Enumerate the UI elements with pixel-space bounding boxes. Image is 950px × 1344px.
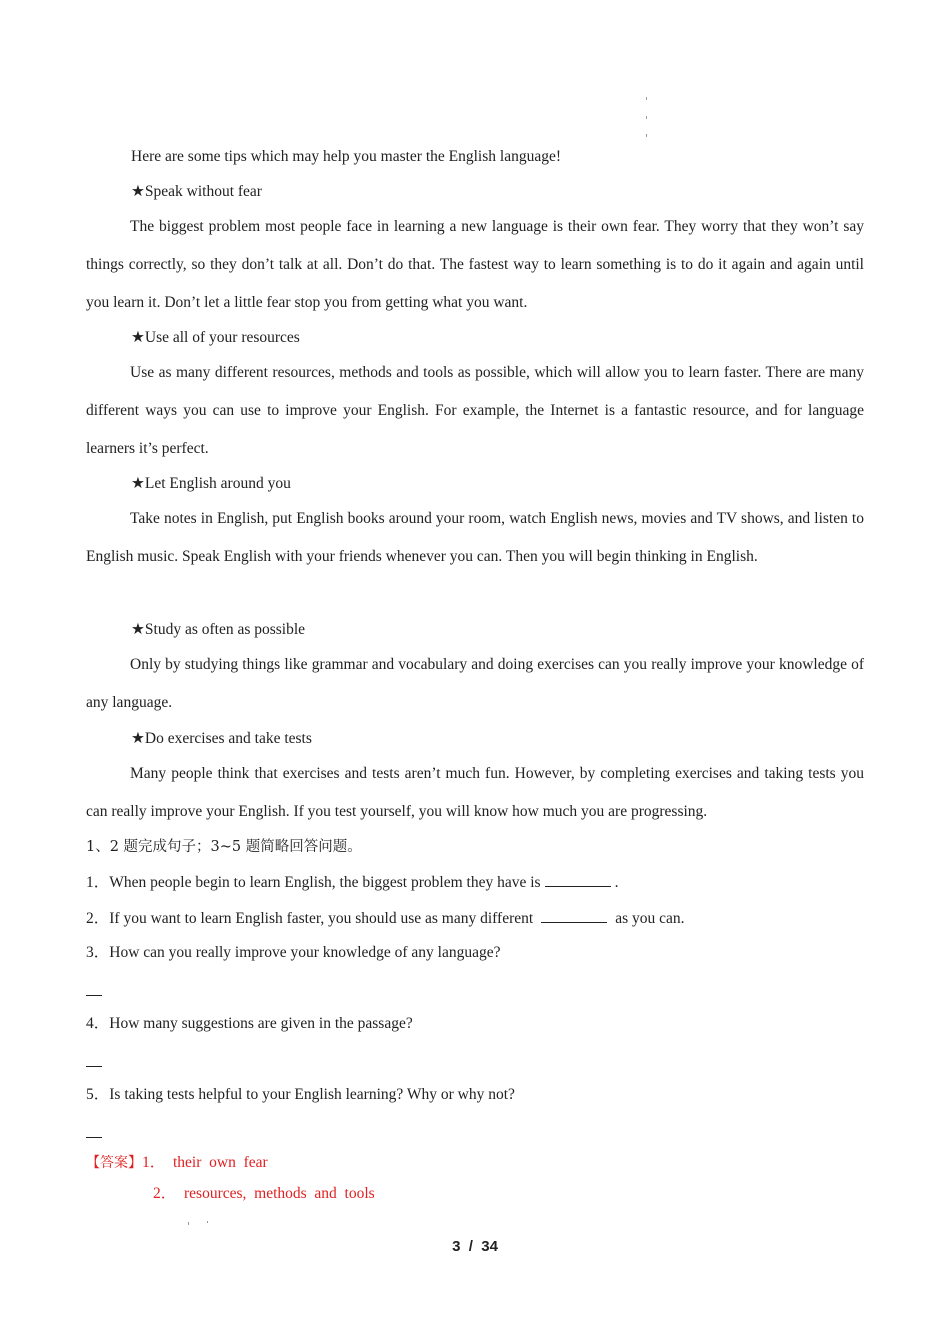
scan-speck (646, 116, 647, 119)
scan-speck (207, 1221, 208, 1223)
question-2-text: 2．If you want to learn English faster, you should use as many different (86, 910, 534, 927)
question-1-text: 1．When people begin to learn English, the biggest problem they have is (86, 874, 541, 891)
question-5: 5．Is taking tests helpful to your English learning? Why or why not? (86, 1086, 515, 1103)
tip-body: Use as many different resources, methods and tools as possible, which will allow you to learn faster. There are many different ways you can use to improve your English. For example, the Internet is a fantastic resource, and for language learners it’s perfect. (86, 364, 864, 457)
answer-blank (541, 908, 607, 923)
question-2-suffix: as you can. (615, 910, 685, 927)
question-1-suffix: . (614, 874, 619, 891)
tip-heading: ★Speak without fear (131, 183, 262, 200)
tip-body: The biggest problem most people face in learning a new language is their own fear. They worry that they won’t say things correctly, so they don’t talk at all. Don’t do that. The fastest way to learn something is to do it again and again until you learn it. Don’t let a little fear stop you from getting what you want. (86, 218, 864, 311)
intro-text: Here are some tips which may help you master the English language! (131, 148, 561, 165)
tip-body: Only by studying things like grammar and vocabulary and doing exercises can you really improve your knowledge of any language. (86, 656, 864, 711)
scan-speck (188, 1222, 189, 1225)
question-2 (86, 908, 685, 929)
tip-body: Take notes in English, put English books around your room, watch English news, movies and TV shows, and listen to English music. Speak English with your friends whenever you can. Then you will begin thinking in English. (86, 510, 864, 565)
tip-heading: ★Do exercises and take tests (131, 730, 312, 747)
answer-2: 2． resources, methods and tools (153, 1185, 375, 1202)
scan-speck (646, 97, 647, 100)
answer-1-text: 1． their own fear (142, 1154, 268, 1171)
tip-heading: ★Study as often as possible (131, 621, 306, 638)
instructions: 1、2 题完成句子；3~5 题简略回答问题。 (86, 839, 362, 855)
answer-line (86, 1137, 102, 1138)
tip-body: Many people think that exercises and tests aren’t much fun. However, by completing exercises and taking tests you can really improve your English. If you test yourself, you will know how much you are progressing. (86, 765, 864, 820)
question-3: 3．How can you really improve your knowledge of any language? (86, 944, 501, 961)
answer-1 (86, 1153, 268, 1173)
page-number: 3 / 34 (452, 1238, 498, 1255)
question-4: 4．How many suggestions are given in the passage? (86, 1015, 413, 1032)
tip-heading: ★Use all of your resources (131, 329, 300, 346)
answer-line (86, 995, 102, 996)
scan-speck (646, 134, 647, 137)
answer-blank (545, 872, 611, 887)
answer-label: 【答案】 (86, 1155, 142, 1171)
answer-line (86, 1066, 102, 1067)
tip-heading: ★Let English around you (131, 475, 291, 492)
question-1 (86, 872, 618, 893)
